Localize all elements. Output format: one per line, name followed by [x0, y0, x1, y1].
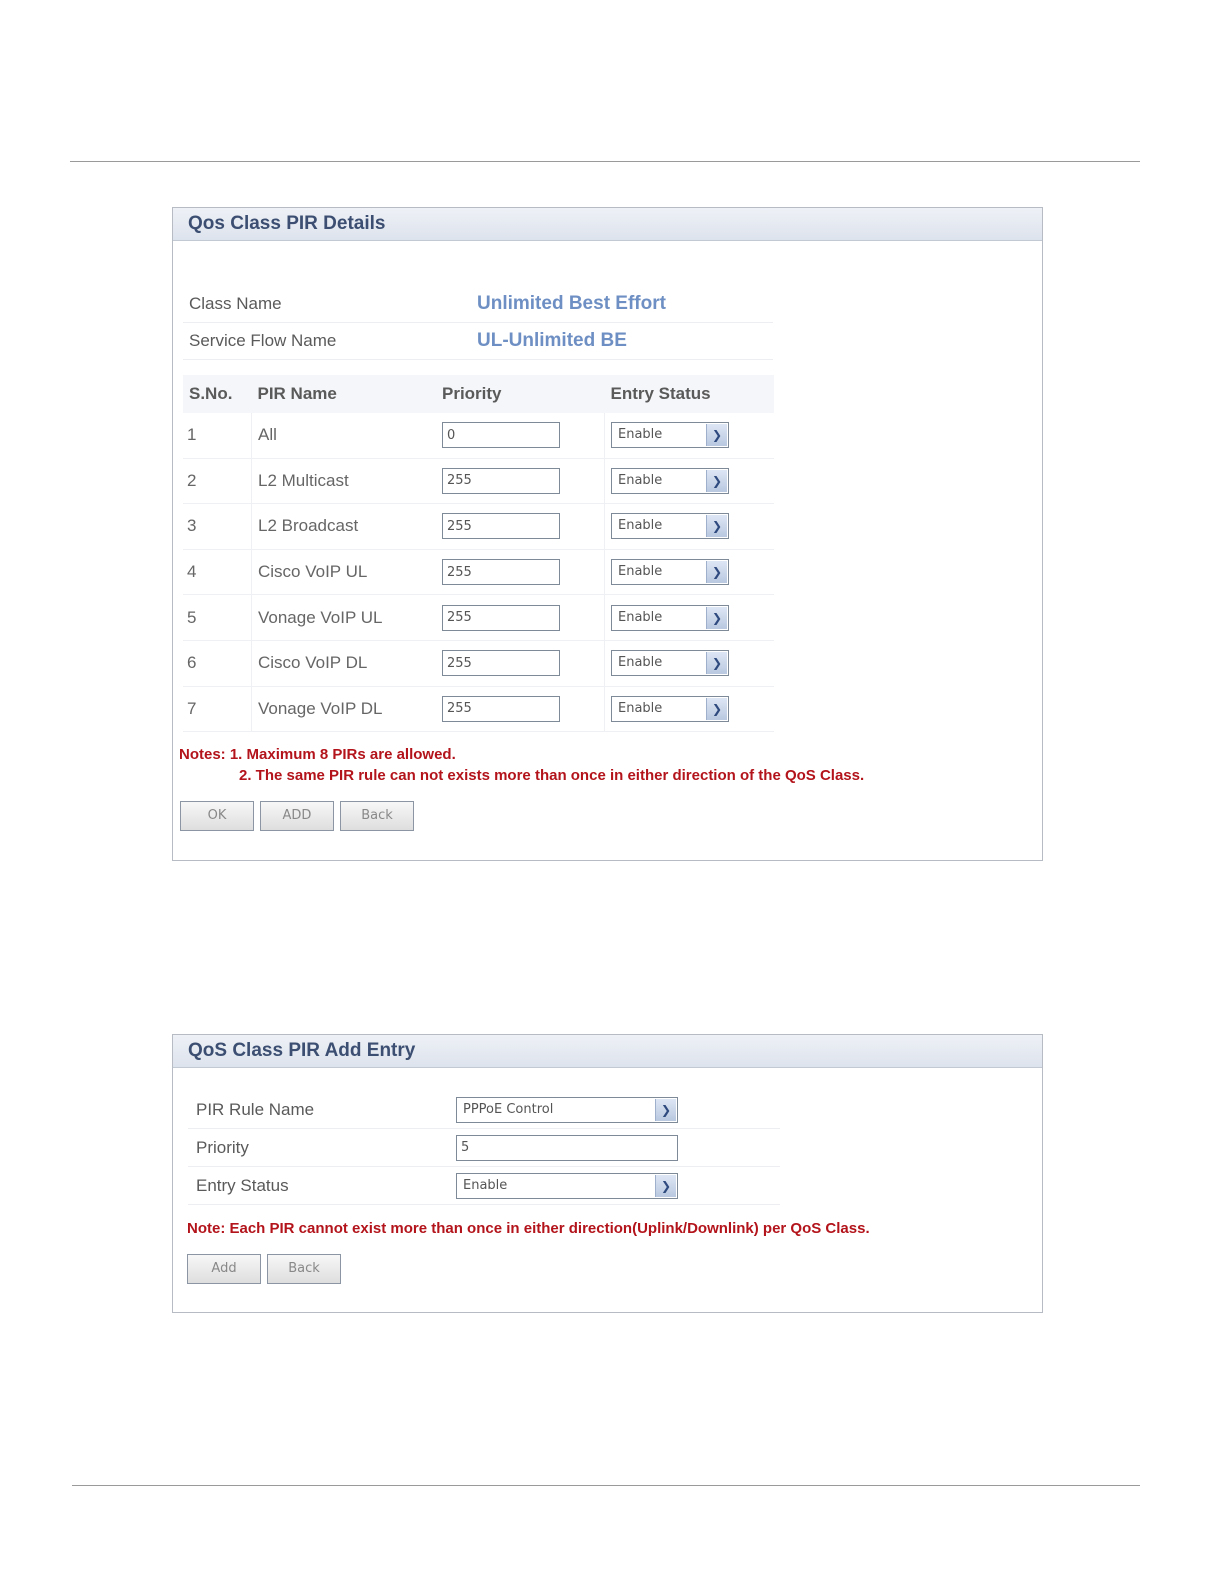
chevron-down-icon[interactable]: ❯: [706, 424, 727, 446]
row-pir-name: All: [252, 413, 437, 458]
entry-status-select[interactable]: [611, 696, 729, 722]
service-flow-label: Service Flow Name: [183, 323, 471, 360]
priority-input[interactable]: [442, 422, 560, 448]
row-sno: 6: [183, 640, 252, 686]
priority-input[interactable]: [442, 468, 560, 494]
entry-status-selected: Enable: [618, 655, 663, 671]
entry-status-select[interactable]: [611, 422, 729, 448]
row-status-cell: [605, 595, 775, 641]
class-name-value: Unlimited Best Effort: [471, 286, 773, 323]
priority-input[interactable]: [442, 559, 560, 585]
row-pir-name: Cisco VoIP UL: [252, 549, 437, 595]
row-priority-cell: [436, 595, 605, 641]
priority-input[interactable]: [442, 513, 560, 539]
priority-row: [188, 1129, 780, 1167]
status-row: [188, 1167, 780, 1205]
row-sno: 4: [183, 549, 252, 595]
priority-input[interactable]: [442, 650, 560, 676]
priority-input[interactable]: [442, 696, 560, 722]
row-pir-name: Vonage VoIP DL: [252, 686, 437, 732]
col-pir-name: PIR Name: [252, 375, 437, 413]
entry-status-selected: Enable: [618, 518, 663, 534]
chevron-down-icon[interactable]: ❯: [655, 1175, 676, 1197]
entry-status-selected: Enable: [618, 564, 663, 580]
service-flow-value: UL-Unlimited BE: [471, 323, 773, 360]
row-priority-cell: [436, 413, 605, 458]
priority-input[interactable]: [442, 605, 560, 631]
row-priority-cell: [436, 686, 605, 732]
row-pir-name: L2 Broadcast: [252, 504, 437, 550]
chevron-down-icon[interactable]: ❯: [706, 698, 727, 720]
row-status-cell: [605, 413, 775, 458]
service-flow-row: [183, 323, 773, 360]
ok-button[interactable]: OK: [180, 801, 254, 831]
row-priority-cell: [436, 640, 605, 686]
pir-add-entry-title: QoS Class PIR Add Entry: [173, 1035, 1042, 1068]
entry-status-select[interactable]: [611, 650, 729, 676]
table-row: [183, 595, 774, 641]
pir-table-header: [183, 375, 774, 413]
col-priority: Priority: [436, 375, 605, 413]
table-row: [183, 549, 774, 595]
status-selected: Enable: [463, 1177, 508, 1193]
entry-status-select[interactable]: [611, 605, 729, 631]
class-name-label: Class Name: [183, 286, 471, 323]
row-status-cell: [605, 549, 775, 595]
notes-line-1: Notes: 1. Maximum 8 PIRs are allowed.: [179, 746, 456, 763]
top-divider: [70, 161, 1140, 162]
row-priority-cell: [436, 549, 605, 595]
class-name-row: [183, 286, 773, 323]
rule-name-row: [188, 1091, 780, 1129]
pir-table: [183, 375, 774, 732]
row-pir-name: Cisco VoIP DL: [252, 640, 437, 686]
entry-status-select[interactable]: [611, 559, 729, 585]
add-entry-add-button[interactable]: Add: [187, 1254, 261, 1284]
row-pir-name: L2 Multicast: [252, 458, 437, 504]
status-select[interactable]: [456, 1173, 678, 1199]
col-entry-status: Entry Status: [605, 375, 775, 413]
status-label: Entry Status: [188, 1167, 448, 1205]
rule-name-selected: PPPoE Control: [463, 1101, 554, 1117]
table-row: [183, 640, 774, 686]
chevron-down-icon[interactable]: ❯: [706, 515, 727, 537]
chevron-down-icon[interactable]: ❯: [706, 470, 727, 492]
entry-status-select[interactable]: [611, 513, 729, 539]
chevron-down-icon[interactable]: ❯: [655, 1099, 676, 1121]
add-entry-form: [188, 1091, 780, 1205]
row-status-cell: [605, 458, 775, 504]
col-sno: S.No.: [183, 375, 252, 413]
chevron-down-icon[interactable]: ❯: [706, 652, 727, 674]
pir-details-panel: [172, 207, 1043, 861]
entry-status-selected: Enable: [618, 427, 663, 443]
row-sno: 3: [183, 504, 252, 550]
rule-name-select[interactable]: [456, 1097, 678, 1123]
notes-line-2: 2. The same PIR rule can not exists more than once in either direction of the QoS Class.: [239, 767, 865, 784]
add-entry-note: Note: Each PIR cannot exist more than once in either direction(Uplink/Downlink) per QoS Class.: [187, 1220, 870, 1237]
add-button[interactable]: ADD: [260, 801, 334, 831]
table-row: [183, 413, 774, 458]
chevron-down-icon[interactable]: ❯: [706, 561, 727, 583]
row-priority-cell: [436, 504, 605, 550]
priority-label: Priority: [188, 1129, 448, 1167]
row-sno: 2: [183, 458, 252, 504]
rule-name-label: PIR Rule Name: [188, 1091, 448, 1129]
row-sno: 7: [183, 686, 252, 732]
priority-input[interactable]: [456, 1135, 678, 1161]
chevron-down-icon[interactable]: ❯: [706, 607, 727, 629]
back-button[interactable]: Back: [340, 801, 414, 831]
pir-add-entry-panel: [172, 1034, 1043, 1313]
row-priority-cell: [436, 458, 605, 504]
add-entry-back-button[interactable]: Back: [267, 1254, 341, 1284]
row-sno: 1: [183, 413, 252, 458]
entry-status-selected: Enable: [618, 609, 663, 625]
row-sno: 5: [183, 595, 252, 641]
entry-status-select[interactable]: [611, 468, 729, 494]
row-status-cell: [605, 686, 775, 732]
table-row: [183, 686, 774, 732]
bottom-divider: [72, 1485, 1140, 1486]
entry-status-selected: Enable: [618, 700, 663, 716]
row-pir-name: Vonage VoIP UL: [252, 595, 437, 641]
table-row: [183, 504, 774, 550]
row-status-cell: [605, 640, 775, 686]
row-status-cell: [605, 504, 775, 550]
entry-status-selected: Enable: [618, 472, 663, 488]
pir-details-title: Qos Class PIR Details: [173, 208, 1042, 241]
class-info-table: [183, 286, 773, 360]
notes: [179, 744, 864, 786]
table-row: [183, 458, 774, 504]
